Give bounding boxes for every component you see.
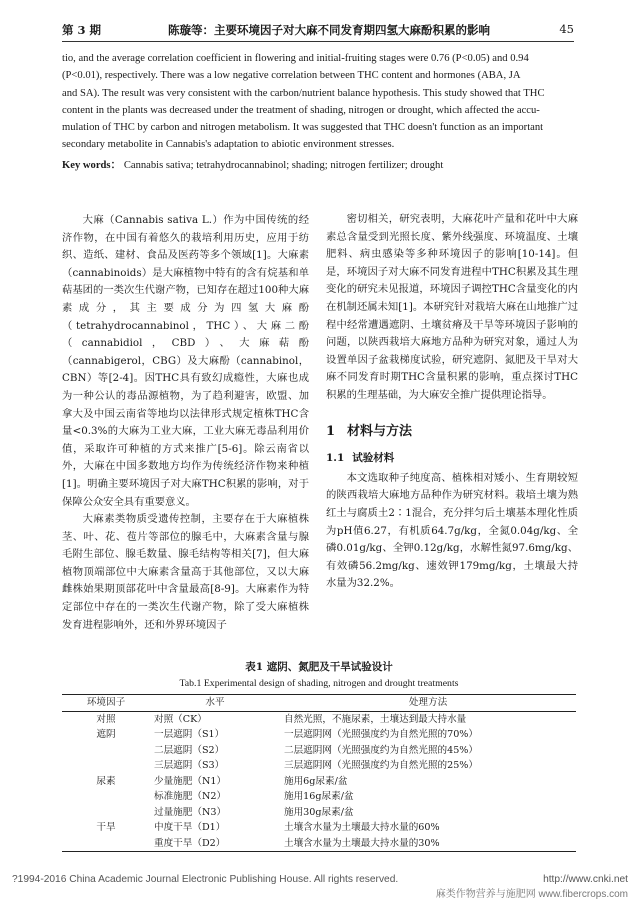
header-rule [62,41,574,42]
table-cell [62,805,150,821]
table-cell: 自然光照，不施尿素，土壤达到最大持水量 [284,713,467,725]
table-cell: 土壤含水量为土壤最大持水量的60% [284,822,440,833]
table-row [62,820,576,836]
running-header [62,20,574,40]
table-cell: 中度干旱（D1） [154,822,226,833]
table-cell: 遮阴 [96,729,116,740]
table-cell [62,789,150,805]
subsection-heading [326,450,578,468]
body-paragraph: 大麻（Cannabis sativa L.）作为中国传统的经济作物，在中国有着悠久的栽培利用历史，应用于纺织、造纸、建材、食品及医药等多个领域[1]。大麻素（cannabinoids）是大麻植物中特有的含有烷基和单萜基团的一类次生代谢产物，已知存在超过100种大麻素成分，其主要成分为四氢大麻酚（tetrahydrocannabinol，THC）、大麻二酚（cannabidiol，CBD）、大麻萜酚（cannabigerol，CBG）及大麻酚（cannabinol，CBN）等[2-4]。因THC具有致幻成瘾性，大麻也成为一种公认的毒品源植物，为了趋利避害，欧盟、加拿大及中国云南省等地均以法律形式规定植株THC含量<0.3%的大麻为工业大麻，工业大麻无毒品利用价值，采取许可种植的方式来推广[5-6]。除云南省以外，大麻在中国多数地方均作为传统经济作物来种植[1]。明确主要环境因子对大麻THC积累的影响，对于保障公众安全具有重要意义。 [62,214,309,508]
experimental-design-table [62,694,576,852]
table-cell: 土壤含水量为土壤最大持水量的30% [280,836,576,852]
table-header-cell: 处理方法 [280,695,576,712]
table-cell: 一层遮阴网（光照强度约为自然光照的70%） [284,729,479,740]
section-heading [326,423,578,441]
table-header-row [62,695,576,712]
table-cell: 二层遮阴（S2） [154,744,225,756]
table-cell: 标准施肥（N2） [154,791,227,802]
table-row [62,743,576,759]
left-column [62,212,309,634]
subsection-number: 1.1 [326,452,345,465]
table-caption: 表1 遮阴、氮肥及干旱试验设计 [245,661,393,673]
issue-number: 第 3 期 [62,23,102,37]
english-abstract [62,50,576,174]
table-cell: 三层遮阴网（光照强度约为自然光照的25%） [284,760,479,771]
copyright-notice: ?1994-2016 China Academic Journal Electronic Publishing House. All rights reserved. [12,874,399,885]
publisher-url[interactable]: http://www.cnki.net [543,874,628,885]
table-cell [62,758,150,774]
abstract-line: and SA). The result was very consistent with the carbon/nutrient balance hypothesis. This study showed that THC [62,87,545,99]
table-cell: 尿素 [96,775,116,787]
table-cell: 重度干旱（D2） [150,836,280,852]
abstract-line: secondary metabolite in Cannabis's adaptation to abiotic environment stresses. [62,139,395,151]
table-row [62,711,576,727]
table-row [62,836,576,852]
table-row [62,758,576,774]
table-cell: 一层遮阴（S1） [154,729,225,740]
table-cell [62,743,150,759]
table-cell: 干旱 [96,822,116,833]
running-title: 陈璇等：主要环境因子对大麻不同发育期四氢大麻酚积累的影响 [168,23,490,37]
table-cell: 三层遮阴（S3） [154,760,225,771]
body-paragraph: 本文选取种子纯度高、植株相对矮小、生育期较短的陕西栽培大麻地方品种作为研究材料。栽培土壤为熟红土与腐质土2∶1混合，充分拌匀后土壤基本理化性质为pH值6.27，有机质64.7g/kg，全氮0.04g/kg、全磷0.01g/kg、全钾0.12g/kg，水解性氮97.6mg/kg、有效磷56.2mg/kg、速效钾179mg/kg，土壤最大持水量为32.2%。 [326,471,578,590]
table-cell: 过量施肥（N3） [154,806,227,818]
right-column [326,211,578,593]
page-number: 45 [559,22,574,36]
table-row [62,727,576,743]
keywords-text: Cannabis sativa; tetrahydrocannabinol; shading; nitrogen fertilizer; drought [123,159,444,171]
table-cell: 对照（CK） [154,713,207,725]
table-row [62,789,576,805]
body-paragraph: 大麻素类物质受遗传控制，主要存在于大麻植株茎、叶、花、苞片等部位的腺毛中，大麻素含量与腺毛附生部位、腺毛数量、腺毛结构等相关[7]，但大麻植物顶端部位中大麻素含量高于其他部位，又以大麻雌株始果期顶部花叶中含量最高[8-9]。大麻素作为特定部位中存在的一类次生代谢产物，除了受大麻植株发育进程影响外，还和外界环境因子 [62,513,309,631]
section-number: 1 [326,423,336,439]
table-cell: 二层遮阴网（光照强度约为自然光照的45%） [284,744,479,756]
table-cell: 施用6g尿素/盆 [284,775,348,787]
abstract-line: mulation of THC by carbon and nitrogen metabolism. It was suggested that THC doesn't function as an important [62,122,544,134]
table-row [62,774,576,790]
table-cell: 施用30g尿素/盆 [284,806,354,818]
abstract-line: tio, and the average correlation coefficient in flowering and initial-fruiting stages were 0.76 (P<0.05) and 0.94 [62,53,529,64]
table-cell: 施用16g尿素/盆 [284,791,354,802]
table-header-cell: 水平 [150,695,280,712]
table-row [62,805,576,821]
table-cell: 对照 [96,713,116,725]
keywords-label: Key words： [62,159,122,171]
table-cell: 少量施肥（N1） [154,775,227,787]
watermark-text: 麻类作物营养与施肥网 www.fibercrops.com [435,889,628,900]
table-header-cell: 环境因子 [62,695,150,712]
section-title: 材料与方法 [347,423,413,439]
abstract-line: (P<0.01), respectively. There was a low negative correlation between THC content and hormones (ABA, JA [62,70,521,82]
table-caption-english: Tab.1 Experimental design of shading, nitrogen and drought treatments [179,678,459,689]
subsection-title: 试验材料 [352,452,395,465]
keywords [62,157,576,174]
body-paragraph: 密切相关，研究表明，大麻花叶产量和花叶中大麻素总含量受到光照长度、紫外线强度、环境温度、土壤肥料、病虫感染等多种环境因子的影响[10-14]。但是，环境因子对大麻不同发育进程中THC积累及其生理变化的研究未见报道，环境因子调控THC含量变化的内在机制还属未知[1]。本研究针对栽培大麻在山地推广过程中经常遭遇遮阴、土壤贫瘠及干旱等环境因子影响的问题，以陕西栽培大麻地方品种为研究对象，通过人为设置单因子盆栽梯度试验，研究遮阴、氮肥及干旱对大麻不同发育时期THC含量积累的影响，重点探讨THC积累的生理基础，为大麻安全推广提供理论指导。 [326,213,578,401]
abstract-line: content in the plants was decreased under the treatment of shading, nitrogen or drought, which affected the accu- [62,104,540,116]
table-cell [62,836,150,852]
